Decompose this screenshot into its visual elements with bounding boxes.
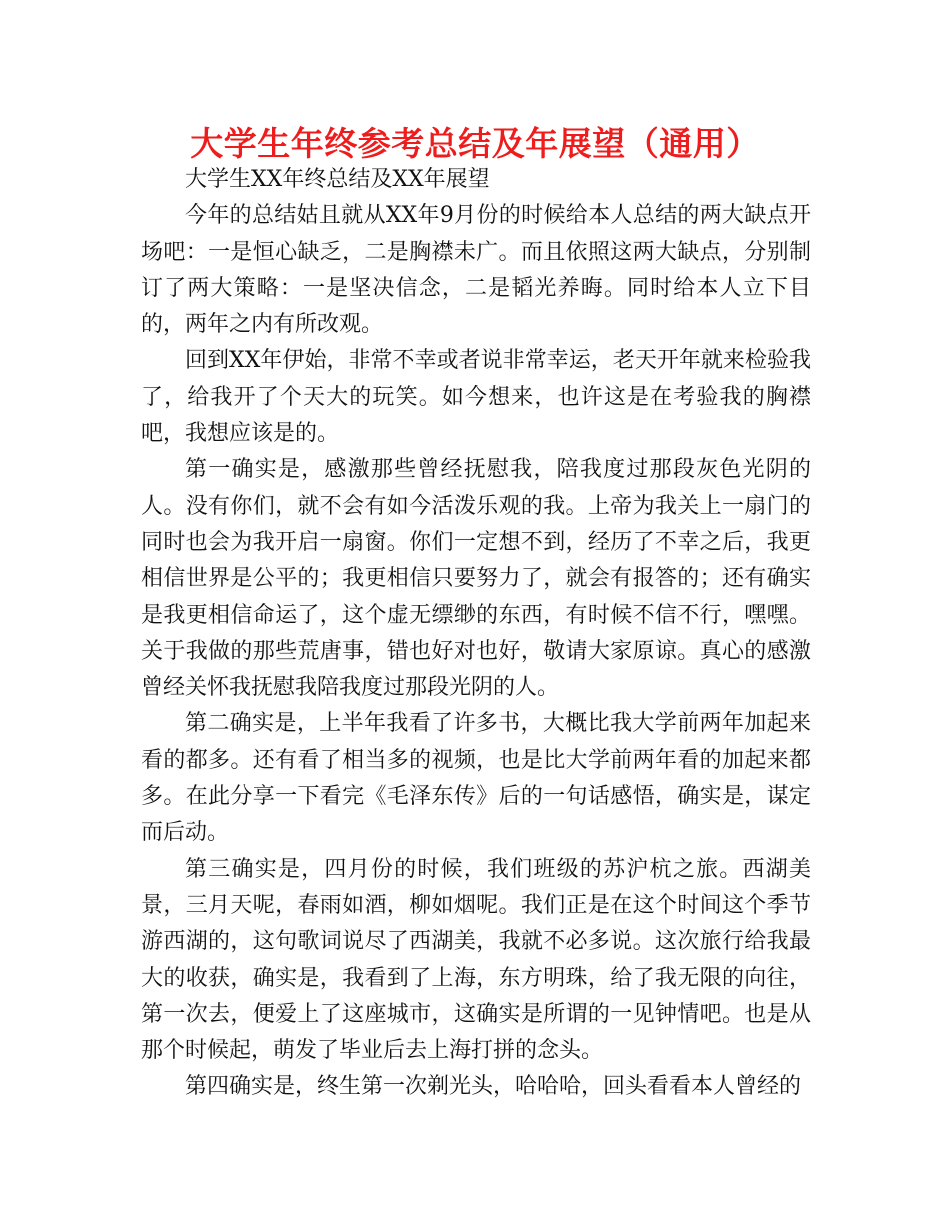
paragraph: 回到XX年伊始，非常不幸或者说非常幸运，老天开年就来检验我了，给我开了个天大的玩笑。如今想来，也许这是在考验我的胸襟吧，我想应该是的。	[141, 348, 811, 447]
document-subtitle: 大学生XX年终总结及XX年展望	[185, 167, 490, 192]
paragraph: 第三确实是，四月份的时候，我们班级的苏沪杭之旅。西湖美景，三月天呢，春雨如酒，柳如烟呢。我们正是在这个时间这个季节游西湖的，这句歌词说尽了西湖美，我就不必多说。这次旅行给我最大的收获，确实是，我看到了上海，东方明珠，给了我无限的向往，第一次去，便爱上了这座城市，这确实是所谓的一见钟情吧。也是从那个时候起，萌发了毕业后去上海打拼的念头。	[141, 856, 811, 1064]
paragraph: 第四确实是，终生第一次剃光头，哈哈哈，回头看看本人曾经的	[185, 1074, 802, 1100]
paragraph: 第二确实是，上半年我看了许多书，大概比我大学前两年加起来看的都多。还有看了相当多的视频，也是比大学前两年看的加起来都多。在此分享一下看完《毛泽东传》后的一句话感悟，确实是，谋定而后动。	[141, 711, 811, 846]
paragraph: 第一确实是，感激那些曾经抚慰我，陪我度过那段灰色光阴的人。没有你们，就不会有如今活泼乐观的我。上帝为我关上一扇门的同时也会为我开启一扇窗。你们一定想不到，经历了不幸之后，我更相信世界是公平的；我更相信只要努力了，就会有报答的；还有确实是我更相信命运了，这个虚无缥缈的东西，有时候不信不行，嘿嘿。关于我做的那些荒唐事，错也好对也好，敬请大家原谅。真心的感激曾经关怀我抚慰我陪我度过那段光阴的人。	[141, 457, 811, 701]
document-title: 大学生年终参考总结及年展望（通用）	[190, 124, 760, 163]
paragraph: 今年的总结姑且就从XX年9月份的时候给本人总结的两大缺点开场吧：一是恒心缺乏，二是胸襟未广。而且依照这两大缺点，分别制订了两大策略：一是坚决信念，二是韬光养晦。同时给本人立下目的，两年之内有所改观。	[141, 203, 811, 338]
document-body	[141, 162, 811, 1106]
